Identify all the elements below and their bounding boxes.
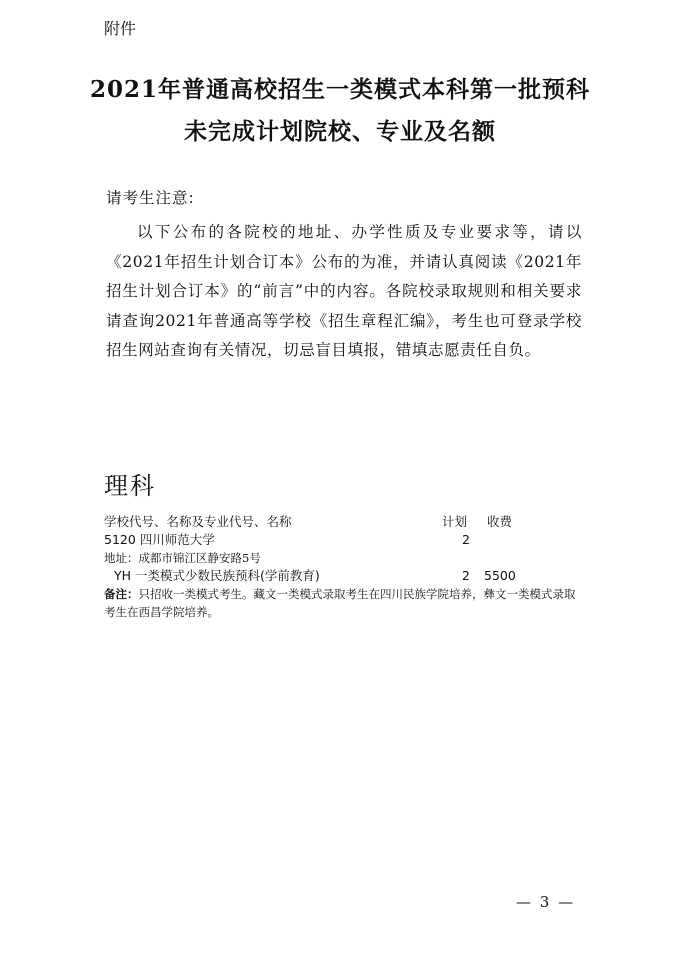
header-fee: 收费 <box>487 514 513 529</box>
school-row <box>104 531 584 549</box>
school-plan: 2 <box>462 532 470 547</box>
header-plan: 计划 <box>442 514 468 529</box>
notice-heading: 请考生注意: <box>106 189 195 207</box>
note-text: 只招收一类模式考生。藏文一类模式录取考生在四川民族学院培养，彝文一类模式录取考生在西昌学院培养。 <box>104 587 576 619</box>
page-number: — 3 — <box>516 893 576 911</box>
table-note <box>104 585 582 621</box>
table-header-row <box>104 513 584 531</box>
school-code-name: 5120 四川师范大学 <box>104 532 215 547</box>
note-label: 备注： <box>104 587 139 601</box>
section-title: 理科 <box>104 472 156 500</box>
major-row <box>104 567 584 585</box>
enrollment-table <box>104 513 584 621</box>
document-title-line1: 2021年普通高校招生一类模式本科第一批预科 <box>89 76 590 103</box>
attachment-label: 附件 <box>104 19 137 38</box>
major-plan: 2 <box>462 568 470 583</box>
school-address: 地址：成都市锦江区静安路5号 <box>104 551 261 565</box>
notice-body <box>106 218 582 366</box>
major-code-name: YH 一类模式少数民族预科(学前教育) <box>114 568 320 583</box>
major-fee: 5500 <box>484 568 516 583</box>
notice-paragraph: 以下公布的各院校的地址、办学性质及专业要求等，请以《2021年招生计划合订本》公布的为准，并请认真阅读《2021年招生计划合订本》的“前言”中的内容。各院校录取规则和相关要求请查询2021年普通高等学校《招生章程汇编》，考生也可登录学校招生网站查询有关情况，切忌盲目填报，错填志愿责任自负。 <box>106 223 582 359</box>
header-name: 学校代号、名称及专业代号、名称 <box>104 514 292 529</box>
document-title-line2: 未完成计划院校、专业及名额 <box>184 118 496 145</box>
